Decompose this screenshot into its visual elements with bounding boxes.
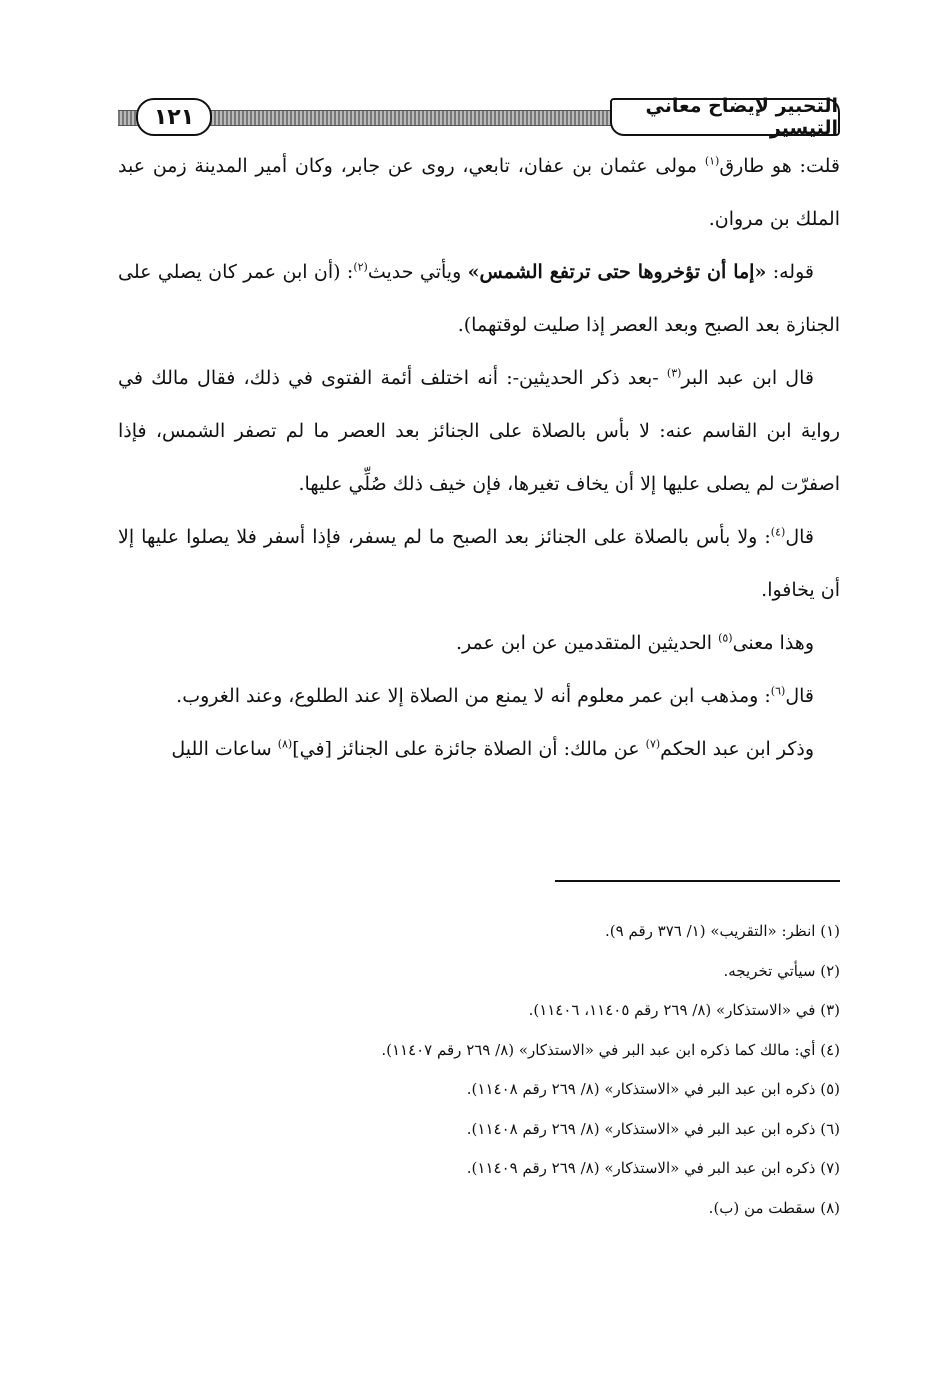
- footnote-ref: (٣): [666, 366, 682, 380]
- footnote: (٥) ذكره ابن عبد البر في «الاستذكار» (٨/ ٢٦٩ رقم ١١٤٠٨).: [466, 1080, 840, 1098]
- footnote: (٢) سيأتي تخريجه.: [723, 961, 840, 980]
- paragraph: [118, 723, 840, 776]
- running-header: [118, 95, 840, 139]
- text-run: قال: [785, 526, 814, 548]
- text-run: وذكر ابن عبد الحكم: [660, 738, 814, 760]
- footnote-ref: (٤): [770, 525, 786, 539]
- book-title: التحبير لإيضاح معاني التيسير: [610, 98, 840, 136]
- footnote-ref: (٥): [718, 631, 733, 645]
- footnote-ref: (١): [704, 154, 720, 168]
- paragraph: [118, 511, 840, 617]
- footnote-ref: (٧): [645, 737, 661, 751]
- footnotes: [118, 912, 840, 1228]
- footnote-separator: [555, 880, 840, 882]
- quoted-hadith: «إما أن تؤخروها حتى ترتفع الشمس»: [467, 261, 767, 283]
- text-run: عن مالك: أن الصلاة جائزة على الجنائز [في]: [292, 738, 646, 760]
- footnote: (٧) ذكره ابن عبد البر في «الاستذكار» (٨/ ٢٦٩ رقم ١١٤٠٩).: [466, 1159, 840, 1177]
- text-run: ساعات الليل: [171, 738, 278, 760]
- text-run: : ولا بأس بالصلاة على الجنائز بعد الصبح ما لم يسفر، فإذا أسفر فلا يصلوا عليها إلا أن يخافوا.: [118, 526, 840, 601]
- paragraph: [118, 617, 840, 670]
- text-run: : ومذهب ابن عمر معلوم أنه لا يمنع من الصلاة إلا عند الطلوع، وعند الغروب.: [176, 685, 771, 707]
- text-run: مولى عثمان بن عفان، تابعي، روى عن جابر، وكان أمير المدينة زمن عبد الملك بن مروان.: [118, 155, 840, 230]
- paragraph: [118, 246, 840, 352]
- footnote-ref: (٦): [770, 684, 786, 698]
- page-number: ١٢١: [136, 98, 212, 136]
- footnote: (١) انظر: «التقريب» (١/ ٣٧٦ رقم ٩).: [605, 922, 840, 940]
- text-run: : (أن ابن عمر كان يصلي على الجنازة بعد الصبح وبعد العصر إذا صليت لوقتهما).: [118, 261, 840, 336]
- paragraph: [118, 140, 840, 246]
- text-run: قال ابن عبد البر: [681, 367, 814, 389]
- text-run: -بعد ذكر الحديثين-: أنه اختلف أئمة الفتوى في ذلك، فقال مالك في رواية ابن القاسم عنه: لا بأس بالصلاة على الجنائز بعد العصر ما لم تصفر الشمس، فإذا اصفرّت لم يصلى عليها إلا أن يخاف تغيرها، فإن خيف ذلك صُلِّي عليها.: [118, 367, 840, 495]
- footnote: (٤) أي: مالك كما ذكره ابن عبد البر في «الاستذكار» (٨/ ٢٦٩ رقم ١١٤٠٧).: [381, 1040, 840, 1059]
- paragraph: [118, 670, 840, 723]
- text-run: قال: [785, 685, 814, 707]
- footnote-ref: (٢): [353, 260, 368, 274]
- text-run: قوله:: [766, 261, 814, 283]
- footnote: (٨) سقطت من (ب).: [708, 1198, 840, 1217]
- main-text: [118, 140, 840, 776]
- text-run: وهذا معنى: [732, 632, 814, 654]
- footnote: (٣) في «الاستذكار» (٨/ ٢٦٩ رقم ١١٤٠٥، ١١٤٠٦).: [528, 1001, 840, 1019]
- text-run: الحديثين المتقدمين عن ابن عمر.: [455, 632, 719, 654]
- footnote-ref: (٨): [277, 737, 293, 751]
- text-run: قلت: هو طارق: [719, 155, 840, 177]
- text-run: ويأتي حديث: [367, 261, 468, 283]
- footnote: (٦) ذكره ابن عبد البر في «الاستذكار» (٨/ ٢٦٩ رقم ١١٤٠٨).: [466, 1119, 840, 1138]
- paragraph: [118, 352, 840, 511]
